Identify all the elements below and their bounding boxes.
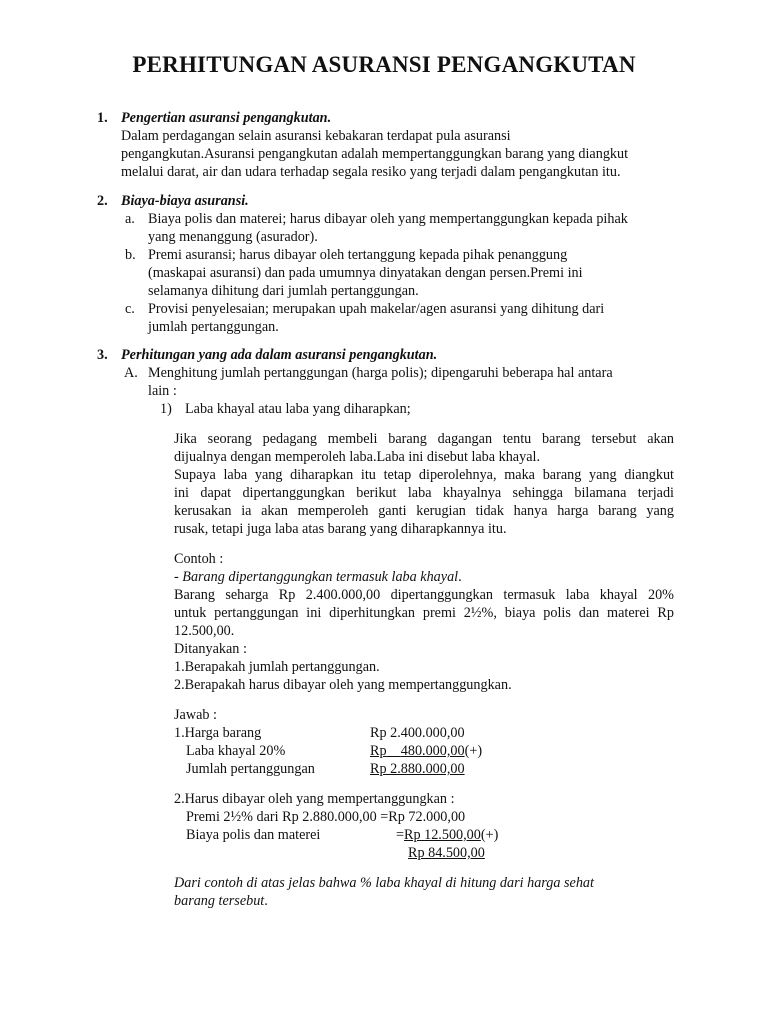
calc-equals: =	[396, 827, 405, 843]
list-item-line: jumlah pertanggungan.	[148, 319, 279, 335]
sub-list-item: Laba khayal atau laba yang diharapkan;	[185, 401, 411, 417]
section-1-number: 1.	[97, 110, 108, 126]
example-subtitle-text: - Barang dipertanggungkan termasuk laba khayal	[174, 569, 459, 585]
question-label: Ditanyakan :	[174, 641, 247, 657]
example-label: Contoh :	[174, 551, 224, 567]
section-1-heading: Pengertian asuransi pengangkutan.	[121, 110, 332, 126]
paragraph-line: kerusakan ia akan memperoleh ganti kerugian tidak hanya harga barang yang	[174, 503, 674, 519]
section-3-number: 3.	[97, 347, 108, 363]
section-3-heading: Perhitungan yang ada dalam asuransi pengangkutan.	[121, 347, 438, 363]
list-item-line: Provisi penyelesaian; merupakan upah makelar/agen asuransi yang dihitung dari	[148, 301, 605, 317]
list-item-line: (maskapai asuransi) dan pada umumnya dinyatakan dengan persen.Premi ini	[148, 265, 583, 281]
calc-amount: 480.000,00	[400, 743, 465, 759]
calc-currency: Rp	[370, 743, 387, 759]
list-item-line: Menghitung jumlah pertanggungan (harga polis); dipengaruhi beberapa hal antara	[148, 365, 613, 381]
calc-total: Rp 2.880.000,00	[370, 761, 465, 777]
list-item-line: selamanya dihitung dari jumlah pertanggungan.	[148, 283, 419, 299]
calc2-label: 2.Harus dibayar oleh yang mempertanggungkan :	[174, 791, 455, 807]
list-item-line: Premi asuransi; harus dibayar oleh tertanggung kepada pihak penanggung	[148, 247, 568, 263]
page-title: PERHITUNGAN ASURANSI PENGANGKUTAN	[132, 52, 636, 77]
calc-operator: (+)	[464, 743, 483, 759]
section-1-line: pengangkutan.Asuransi pengangkutan adalah mempertanggungkan barang yang diangkut	[121, 146, 629, 162]
calc-value-row	[396, 826, 498, 844]
calc-label: Biaya polis dan materei	[186, 827, 321, 843]
list-item-line: lain :	[148, 383, 177, 399]
paragraph-line: ini dapat dipertanggungkan berikut laba khayalnya sehingga bilamana terjadi	[174, 485, 674, 501]
calc-label: Jumlah pertanggungan	[186, 761, 315, 777]
calc-value: Rp 12.500,00	[404, 827, 481, 843]
example-line: untuk pertanggungan ini diperhitungkan premi 2½%, biaya polis dan materei Rp	[174, 605, 674, 621]
calc2-line: Premi 2½% dari Rp 2.880.000,00 =Rp 72.000,00	[186, 809, 466, 825]
conclusion-line-2	[174, 892, 268, 910]
example-subtitle	[174, 568, 462, 586]
calc-operator: (+)	[480, 827, 499, 843]
list-marker: a.	[125, 211, 135, 227]
example-subtitle-end: .	[458, 569, 462, 585]
example-line: 12.500,00.	[174, 623, 235, 639]
section-2-number: 2.	[97, 193, 108, 209]
answer-label: Jawab :	[174, 707, 217, 723]
conclusion-text: barang tersebut	[174, 893, 265, 909]
section-1-line: Dalam perdagangan selain asuransi kebakaran terdapat pula asuransi	[121, 128, 511, 144]
list-item-line: Biaya polis dan materei; harus dibayar oleh yang mempertanggungkan kepada pihak	[148, 211, 628, 227]
paragraph-line: Supaya laba yang diharapkan itu tetap diperolehnya, maka barang yang diangkut	[174, 467, 674, 483]
calc-total: Rp 84.500,00	[408, 845, 485, 861]
section-2-heading: Biaya-biaya asuransi.	[121, 193, 249, 209]
paragraph-line: Jika seorang pedagang membeli barang dagangan tentu barang tersebut akan	[174, 431, 674, 447]
list-marker: A.	[124, 365, 138, 381]
calc-label: 1.Harga barang	[174, 725, 262, 741]
conclusion-line: Dari contoh di atas jelas bahwa % laba khayal di hitung dari harga sehat	[174, 875, 594, 891]
list-item-line: yang menanggung (asurador).	[148, 229, 318, 245]
paragraph-line: dijualnya dengan memperoleh laba.Laba ini disebut laba khayal.	[174, 449, 540, 465]
calc-value	[370, 743, 465, 759]
section-1-line: melalui darat, air dan udara terhadap segala resiko yang terjadi dalam pengangkutan itu.	[121, 164, 621, 180]
list-marker: c.	[125, 301, 135, 317]
question-item: 2.Berapakah harus dibayar oleh yang mempertanggungkan.	[174, 677, 512, 693]
example-line: Barang seharga Rp 2.400.000,00 dipertanggungkan termasuk laba khayal 20%	[174, 587, 674, 603]
conclusion-end: .	[264, 893, 268, 909]
sub-list-marker: 1)	[160, 401, 172, 417]
calc-value: Rp 2.400.000,00	[370, 725, 465, 741]
question-item: 1.Berapakah jumlah pertanggungan.	[174, 659, 380, 675]
list-marker: b.	[125, 247, 136, 263]
calc-label: Laba khayal 20%	[186, 743, 286, 759]
paragraph-line: rusak, tetapi juga laba atas barang yang diharapkannya itu.	[174, 521, 507, 537]
calc-value-row	[370, 742, 482, 760]
